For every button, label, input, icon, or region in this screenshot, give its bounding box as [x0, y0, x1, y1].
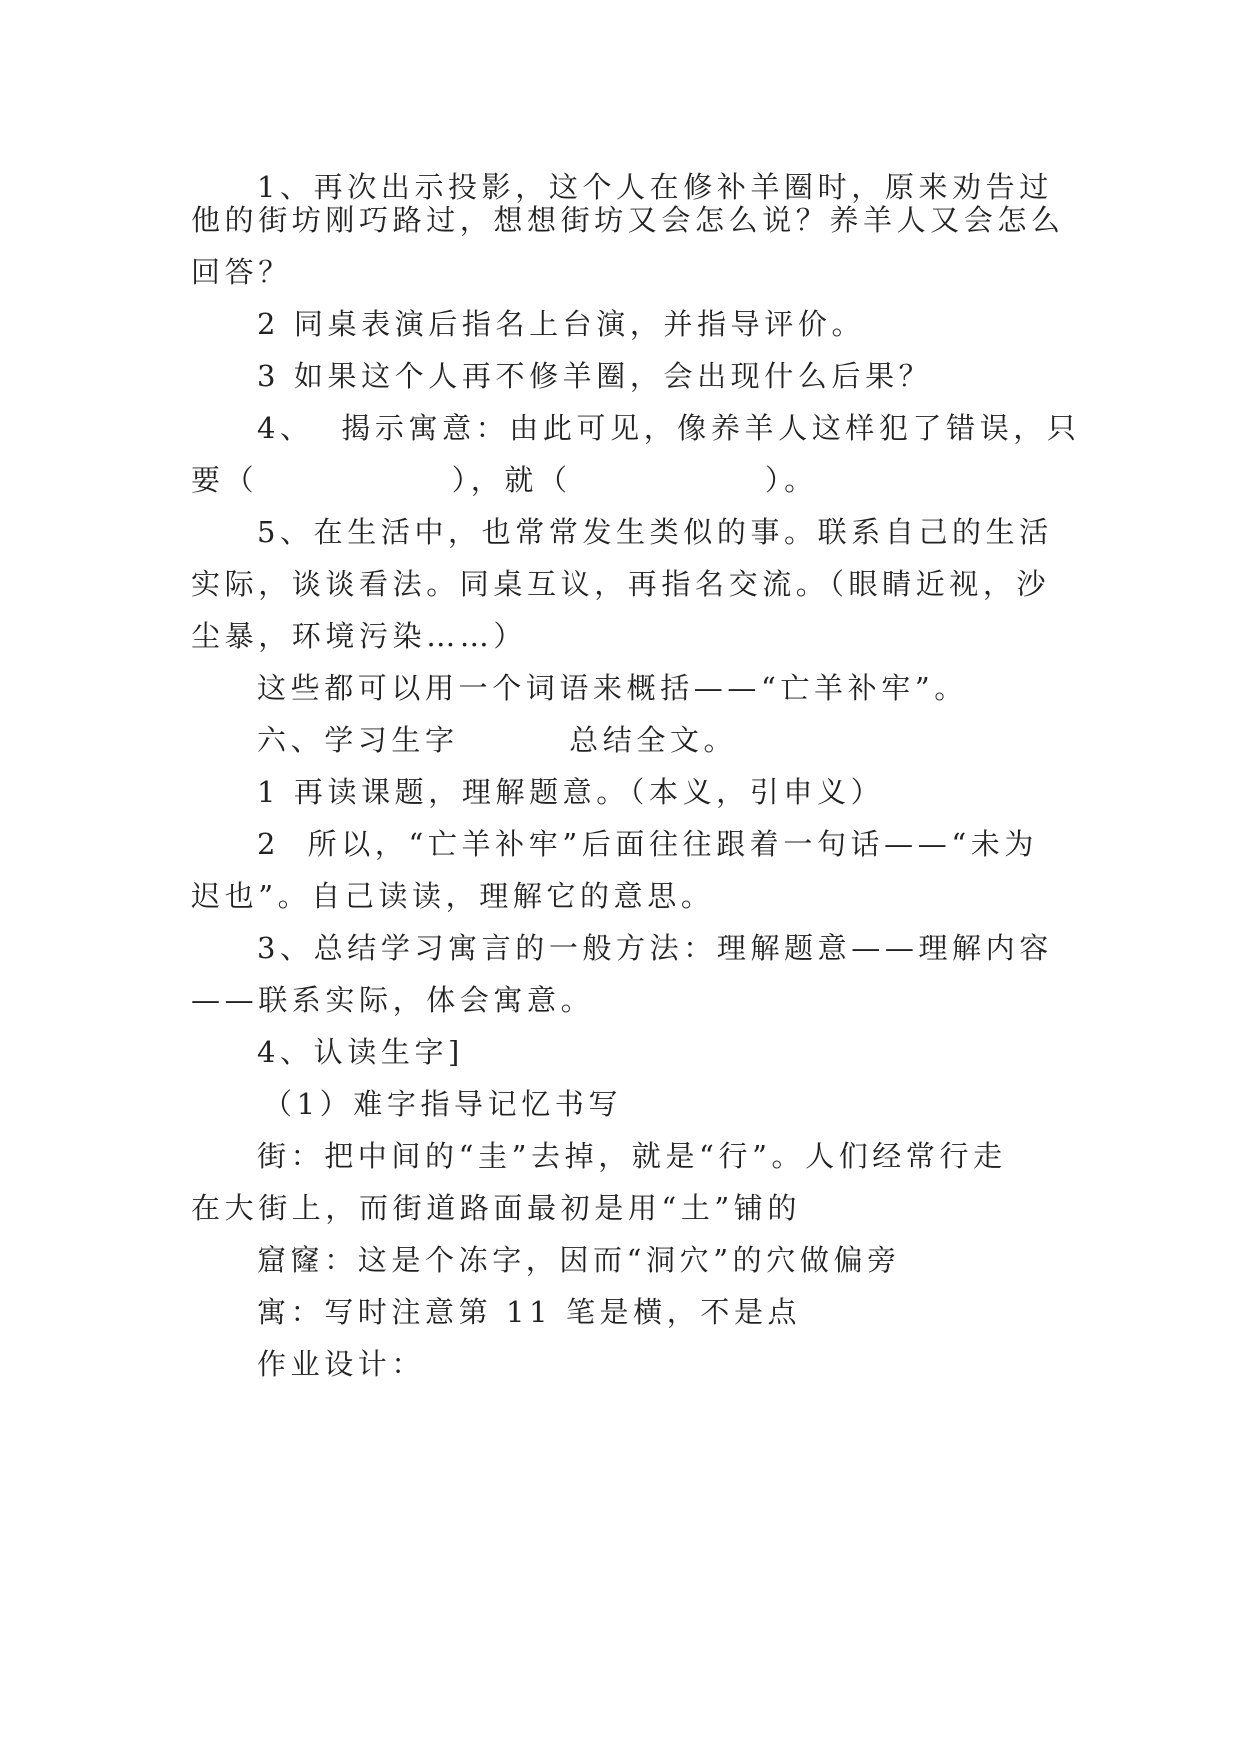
paragraph-line: ——联系实际，体会寓意。 — [191, 983, 595, 1017]
paragraph-line: 2 同桌表演后指名上台演，并指导评价。 — [257, 307, 866, 341]
paragraph-line: （1）难字指导记忆书写 — [263, 1087, 623, 1121]
paragraph-line: 5、在生活中，也常常发生类似的事。联系自己的生活 — [257, 515, 1053, 549]
paragraph-line: 他的街坊刚巧路过，想想街坊又会怎么说？养羊人又会怎么 — [191, 203, 1065, 237]
paragraph-line: 这些都可以用一个词语来概括——“亡羊补牢”。 — [257, 671, 968, 705]
paragraph-line: 1 再读课题，理解题意。（本义，引申义） — [257, 775, 885, 809]
paragraph-line: 街：把中间的“圭”去掉，就是“行”。人们经常行走 — [257, 1139, 1007, 1173]
paragraph-line: 2 所以，“亡羊补牢”后面往往跟着一句话——“未为 — [257, 827, 1038, 861]
paragraph-line: 要（ ），就（ ）。 — [191, 463, 818, 497]
paragraph-line: 1、再次出示投影，这个人在修补羊圈时，原来劝告过 — [257, 170, 1053, 204]
paragraph-line: 窟窿：这是个冻字，因而“洞穴”的穴做偏旁 — [257, 1243, 901, 1277]
paragraph-line: 实际，谈谈看法。同桌互议，再指名交流。（眼睛近视，沙 — [191, 567, 1051, 601]
paragraph-line: 迟也”。自己读读，理解它的意思。 — [191, 879, 715, 913]
paragraph-line: 尘暴，环境污染……） — [191, 619, 528, 653]
paragraph-line: 3 如果这个人再不修羊圈，会出现什么后果？ — [257, 359, 933, 393]
paragraph-line: 作业设计： — [257, 1347, 426, 1381]
paragraph-line: 寓：写时注意第 11 笔是横，不是点 — [257, 1295, 802, 1329]
paragraph-line: 在大街上，而街道路面最初是用“土”铺的 — [191, 1191, 802, 1225]
paragraph-line: 4、 揭示寓意：由此可见，像养羊人这样犯了错误，只 — [257, 411, 1081, 445]
paragraph-line: 3、总结学习寓言的一般方法：理解题意——理解内容 — [257, 931, 1053, 965]
section-heading: 六、学习生字 总结全文。 — [257, 723, 738, 757]
paragraph-line: 回答？ — [191, 255, 292, 289]
paragraph-line: 4、认读生字] — [257, 1035, 464, 1069]
